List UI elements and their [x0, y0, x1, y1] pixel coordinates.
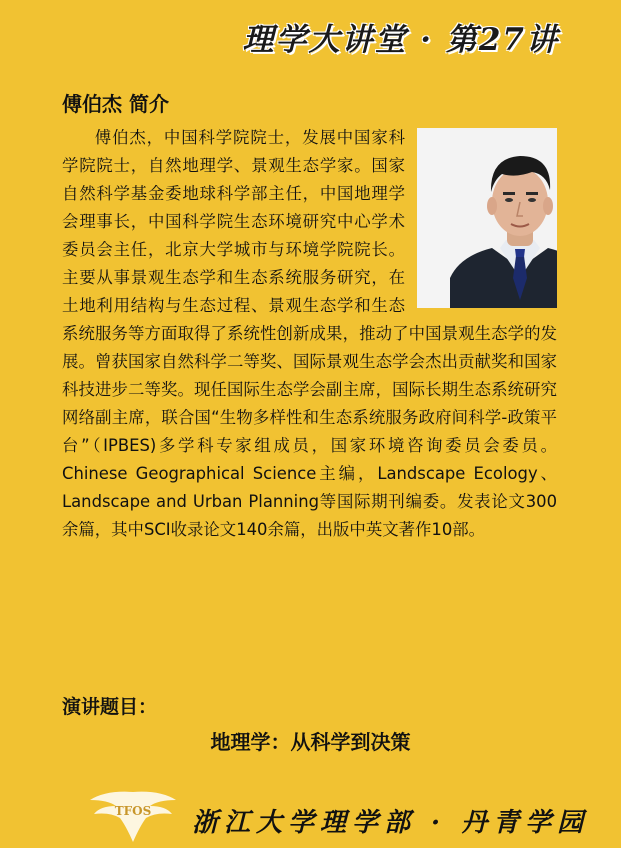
talk-heading: 演讲题目： [62, 696, 158, 718]
logo-text: TFOS [114, 804, 152, 818]
bio-heading: 傅伯杰 简介 [62, 92, 169, 116]
footer-org: 浙江大学理学部 · 丹青学园 [192, 808, 590, 838]
talk-title: 地理学：从科学到决策 [210, 730, 411, 754]
bio-text-block [62, 124, 557, 544]
speaker-portrait [417, 128, 557, 308]
tfos-logo [86, 786, 180, 844]
series-title: 理学大讲堂 · 第27讲 [242, 22, 559, 58]
bio-text: 傅伯杰，中国科学院院士，发展中国家科学院院士，自然地理学、景观生态学家。国家自然科学基金委地球科学部主任，中国地理学会理事长，中国科学院生态环境研究中心学术委员会主任，北京大学城市与环境学院院长。主要从事景观生态学和生态系统服务研究，在土地利用结构与生态过程、景观生态学和生态系统服务等方面取得了系统性创新成果，推动了中国景观生态学的发展。曾获国家自然科学二等奖、国际景观生态学会杰出贡献奖和国家科技进步二等奖。现任国际生态学会副主席，国际长期生态系统研究网络副主席，联合国“生物多样性和生态系统服务政府间科学-政策平台”（IPBES)多学科专家组成员，国家环境咨询委员会委员。Chinese Geographical Science主编，Landscape Ecology、Landscape and Urban Planning等国际期刊编委。发表论文300余篇，其中SCI收录论文140余篇，出版中英文著作10部。 [62, 128, 557, 539]
